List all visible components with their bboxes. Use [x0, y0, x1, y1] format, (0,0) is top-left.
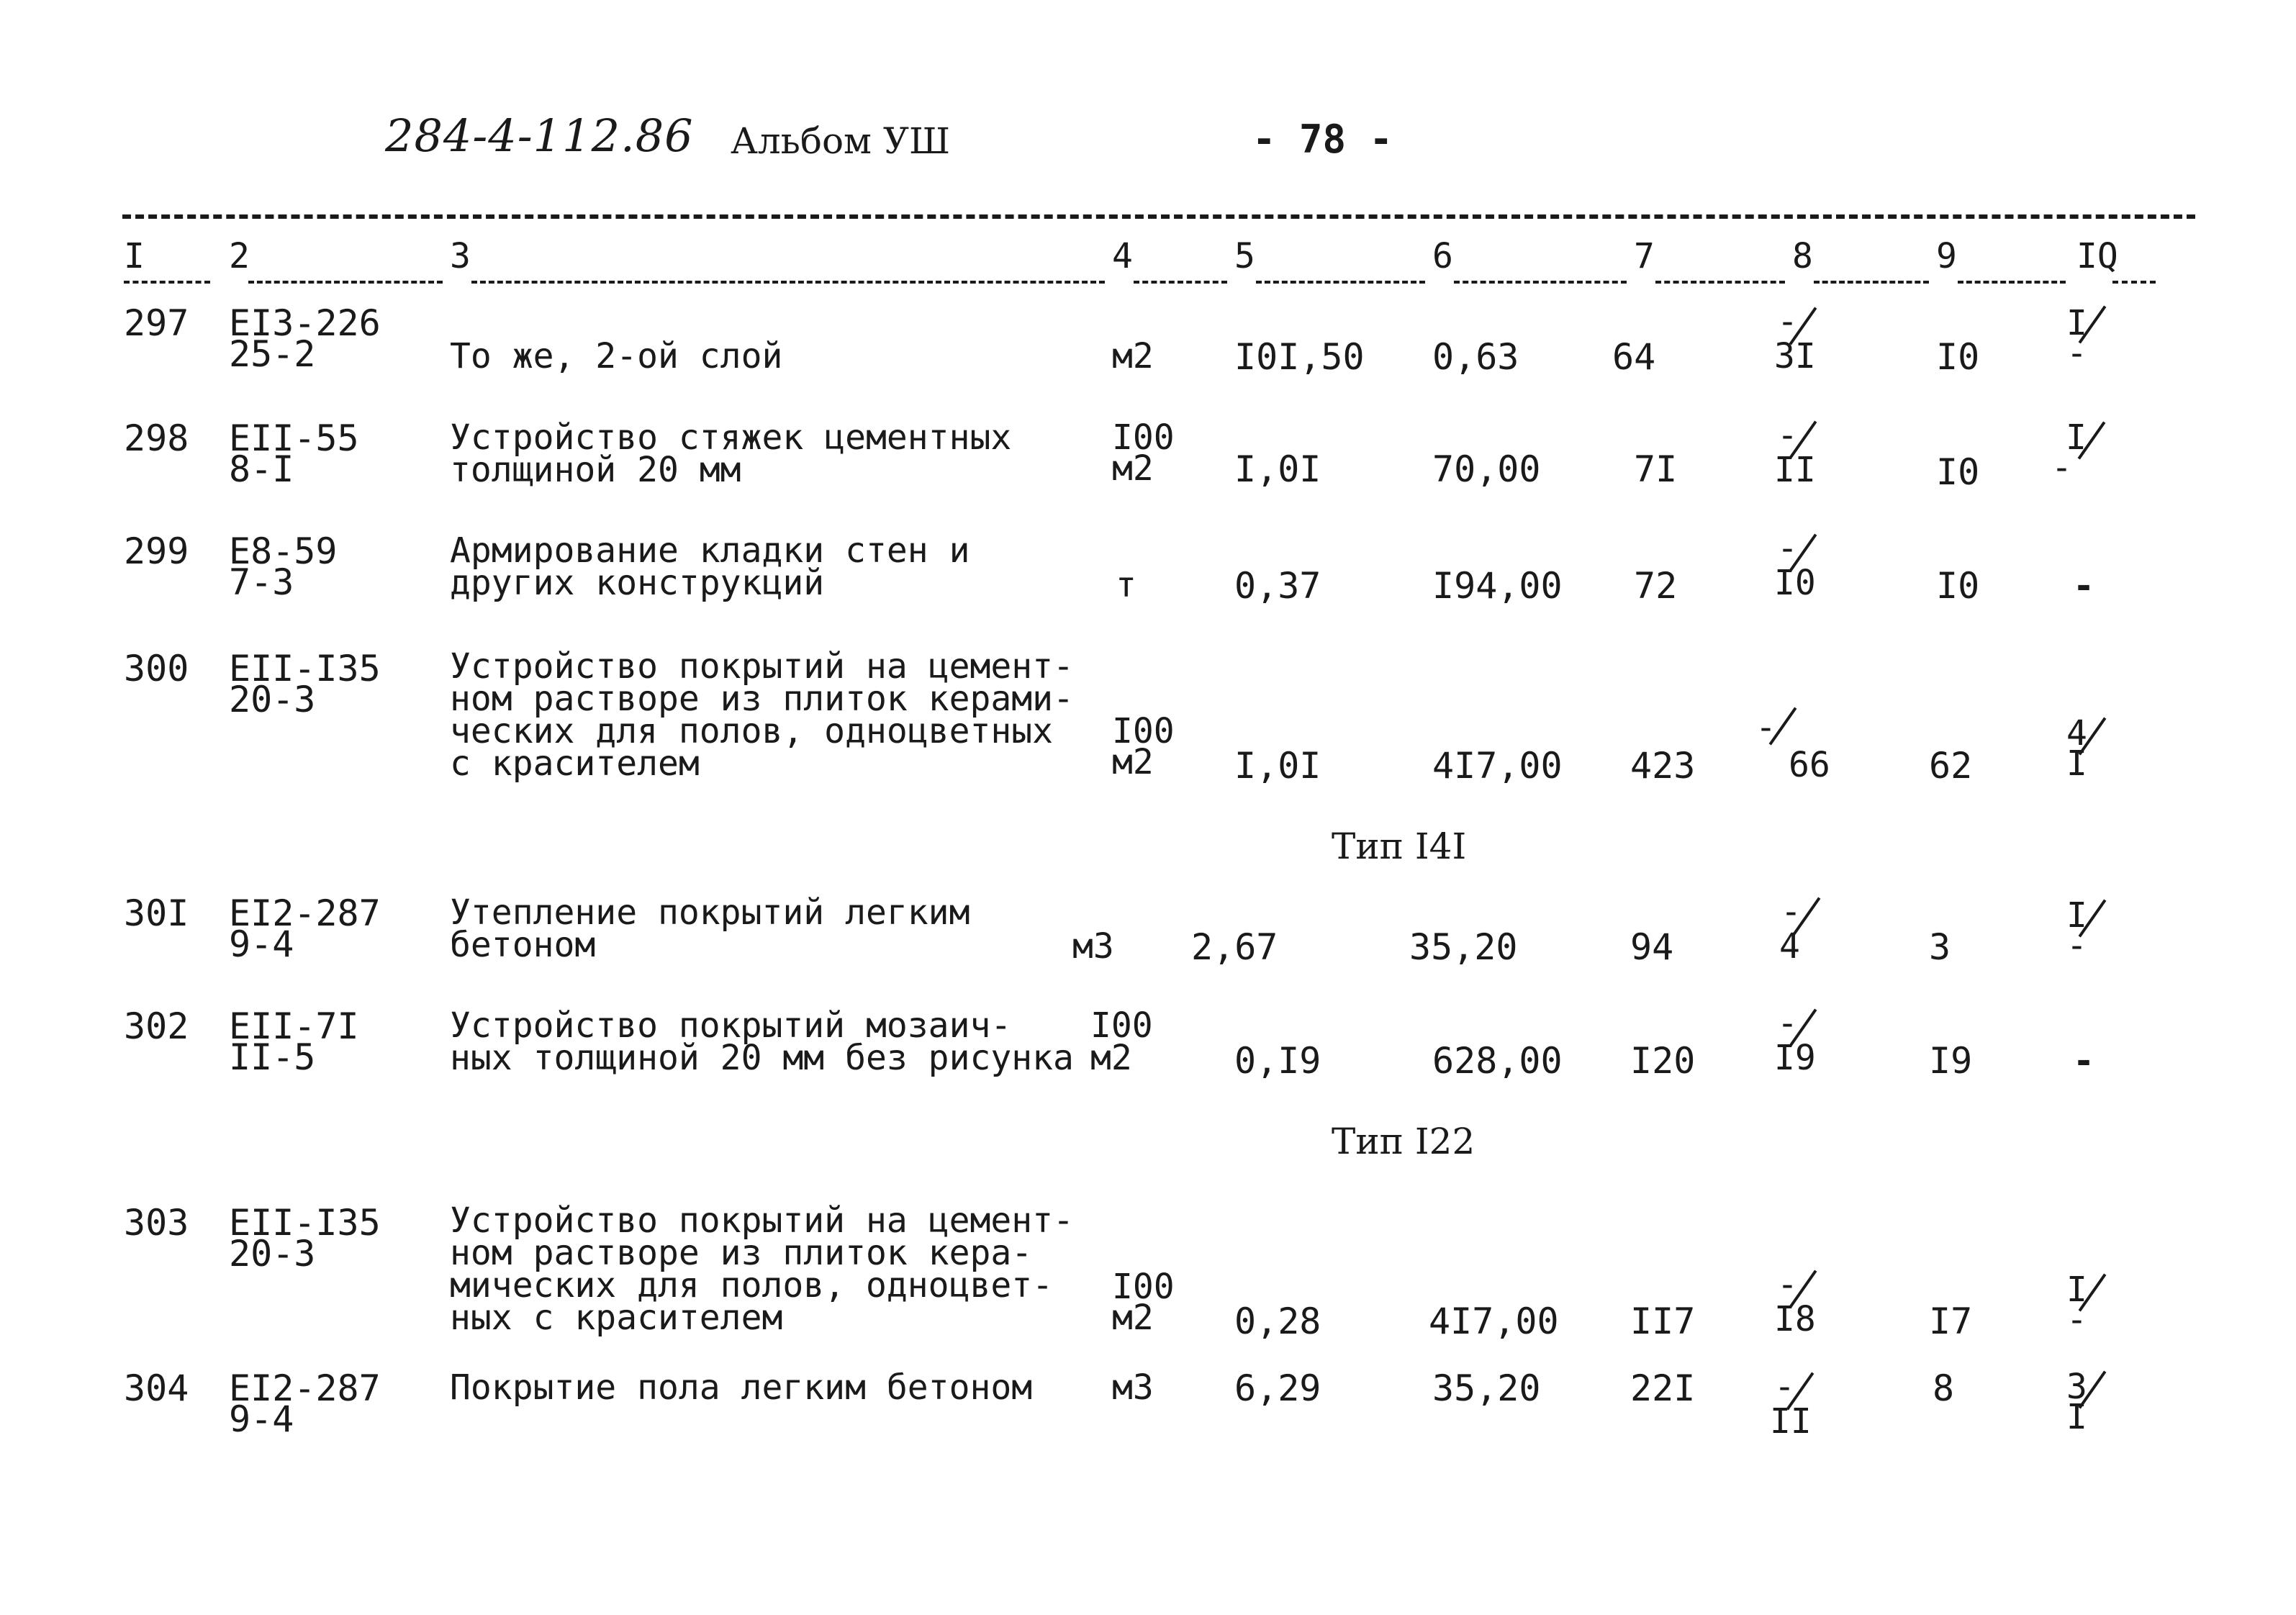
unit-price: I94,00 — [1432, 565, 1563, 607]
col10-fraction: I - — [2062, 302, 2127, 374]
norm-code: EI2-287 — [229, 1367, 381, 1409]
unit: м3 — [1112, 1367, 1154, 1408]
section-heading: Тип I4I — [1332, 825, 1467, 867]
unit-multiplier: I00 — [1112, 1267, 1175, 1307]
work-description: То же, 2-ой слой — [450, 336, 783, 376]
norm-code: EII-I35 — [229, 1202, 381, 1244]
header-rule — [2112, 281, 2156, 284]
norm-subcode: 8-I — [229, 448, 294, 490]
norm-code: EII-55 — [229, 417, 359, 459]
unit: м2 — [1112, 1298, 1154, 1338]
norm-subcode: 20-3 — [229, 679, 316, 720]
row-number: 303 — [124, 1202, 189, 1244]
work-description: ном растворе из плиток керами- — [450, 679, 1074, 719]
col10-value: - — [2073, 565, 2095, 607]
work-description: Покрытие пола легким бетоном — [450, 1367, 1033, 1408]
col9-value: I7 — [1929, 1300, 1973, 1342]
col8-fraction: - I0 — [1774, 528, 1816, 603]
total-cost: 22I — [1630, 1367, 1696, 1409]
norm-code: EII-I35 — [229, 648, 381, 689]
document-code: 284-4-112.86 — [385, 109, 694, 162]
work-description: Устройство покрытий на цемент- — [450, 1200, 1074, 1241]
total-cost: 64 — [1612, 336, 1656, 378]
norm-subcode: 25-2 — [229, 333, 316, 375]
row-number: 299 — [124, 530, 189, 572]
work-description: ных с красителем — [450, 1298, 783, 1338]
work-description: мических для полов, одноцвет- — [450, 1265, 1054, 1306]
row-number: 297 — [124, 302, 189, 344]
unit-multiplier: I00 — [1090, 1005, 1153, 1046]
unit: м2 — [1112, 742, 1154, 782]
unit: м2 — [1090, 1038, 1132, 1078]
col9-value: 8 — [1933, 1367, 1955, 1409]
work-description: Устройство стяжек цементных — [450, 417, 1012, 458]
total-cost: I20 — [1630, 1040, 1696, 1082]
work-description: Армирование кладки стен и — [450, 530, 970, 571]
col-header-7: 7 — [1634, 236, 1655, 276]
header-rule — [124, 281, 210, 284]
col8-fraction: - 66 — [1755, 707, 1830, 785]
work-description: ных толщиной 20 мм без рисунка — [450, 1038, 1074, 1078]
norm-subcode: 20-3 — [229, 1233, 316, 1275]
unit-multiplier: I00 — [1112, 417, 1175, 458]
section-heading: Тип I22 — [1332, 1121, 1475, 1162]
quantity: 0,28 — [1234, 1300, 1321, 1342]
total-cost: 423 — [1630, 745, 1696, 787]
row-number: 300 — [124, 648, 189, 689]
unit-price: 628,00 — [1432, 1040, 1563, 1082]
norm-subcode: 9-4 — [229, 1398, 294, 1440]
col-header-3: 3 — [450, 236, 471, 276]
unit-multiplier: I00 — [1112, 711, 1175, 751]
unit-price: 4I7,00 — [1429, 1300, 1559, 1342]
col8-fraction: - 4 — [1778, 892, 1843, 964]
quantity: 6,29 — [1234, 1367, 1321, 1409]
quantity: 0,37 — [1234, 565, 1321, 607]
col10-fraction: I - — [2062, 896, 2127, 968]
quantity: I0I,50 — [1234, 336, 1365, 378]
header-rule — [1256, 281, 1425, 284]
unit-price: 70,00 — [1432, 448, 1541, 490]
quantity: 0,I9 — [1234, 1040, 1321, 1082]
col8-fraction: - I9 — [1774, 1003, 1816, 1078]
col9-value: 62 — [1929, 745, 1973, 787]
col-header-6: 6 — [1432, 236, 1453, 276]
unit-price: 35,20 — [1409, 926, 1518, 968]
unit: м2 — [1112, 336, 1154, 376]
col-header-4: 4 — [1112, 236, 1133, 276]
top-dashed-rule — [122, 214, 2195, 219]
unit: м2 — [1112, 448, 1154, 489]
col8-fraction: - II — [1774, 415, 1816, 490]
col10-fraction: I - — [2062, 1270, 2127, 1342]
norm-subcode: 9-4 — [229, 923, 294, 965]
work-description: Устройство покрытий на цемент- — [450, 646, 1074, 687]
col9-value: I0 — [1936, 336, 1980, 378]
col10-value: - — [2073, 1040, 2095, 1082]
total-cost: II7 — [1630, 1300, 1696, 1342]
col9-value: I0 — [1936, 451, 1980, 493]
total-cost: 72 — [1634, 565, 1678, 607]
row-number: 302 — [124, 1005, 189, 1047]
norm-code: E8-59 — [229, 530, 338, 572]
unit: т — [1116, 565, 1136, 605]
col-header-10: IQ — [2076, 236, 2118, 276]
total-cost: 94 — [1630, 926, 1674, 968]
quantity: 2,67 — [1191, 926, 1278, 968]
col-header-8: 8 — [1792, 236, 1813, 276]
col-header-9: 9 — [1936, 236, 1957, 276]
norm-code: EI2-287 — [229, 892, 381, 934]
total-cost: 7I — [1634, 448, 1678, 490]
header-rule — [1655, 281, 1785, 284]
unit-price: 4I7,00 — [1432, 745, 1563, 787]
work-description: Устройство покрытий мозаич- — [450, 1005, 1012, 1046]
quantity: I,0I — [1234, 745, 1321, 787]
col8-fraction: - II — [1767, 1367, 1832, 1439]
header-rule — [1814, 281, 1929, 284]
header-rule — [1134, 281, 1227, 284]
unit-price: 35,20 — [1432, 1367, 1541, 1409]
unit: м3 — [1072, 926, 1114, 967]
quantity: I,0I — [1234, 448, 1321, 490]
header-rule — [248, 281, 443, 284]
album-title: Альбом УШ — [731, 120, 951, 162]
col9-value: 3 — [1929, 926, 1951, 968]
col8-fraction: - I8 — [1774, 1265, 1816, 1339]
header-rule — [471, 281, 1105, 284]
norm-code: EII-7I — [229, 1005, 359, 1047]
page-number: - 78 - — [1252, 117, 1393, 162]
unit-price: 0,63 — [1432, 336, 1519, 378]
col-header-1: I — [124, 236, 145, 276]
header-rule — [1958, 281, 2066, 284]
col10-fraction: I - — [2051, 421, 2116, 493]
row-number: 298 — [124, 417, 189, 459]
row-number: 30I — [124, 892, 189, 934]
col-header-2: 2 — [229, 236, 250, 276]
norm-code: EI3-226 — [229, 302, 381, 344]
col-header-5: 5 — [1234, 236, 1255, 276]
work-description: с красителем — [450, 743, 700, 784]
col9-value: I0 — [1936, 565, 1980, 607]
work-description: ном растворе из плиток кера- — [450, 1233, 1033, 1273]
col9-value: I9 — [1929, 1040, 1973, 1082]
row-number: 304 — [124, 1367, 189, 1409]
work-description: ческих для полов, одноцветных — [450, 711, 1054, 751]
work-description: других конструкций — [450, 563, 825, 603]
norm-subcode: 7-3 — [229, 561, 294, 603]
col10-fraction: 3 I — [2062, 1367, 2127, 1439]
work-description: бетоном — [450, 925, 596, 965]
header-rule — [1454, 281, 1627, 284]
work-description: Утепление покрытий легким — [450, 892, 970, 933]
norm-subcode: II-5 — [229, 1036, 316, 1078]
col10-fraction: 4 I — [2062, 714, 2127, 786]
work-description: толщиной 20 мм — [450, 450, 741, 490]
col8-fraction: - 3I — [1774, 302, 1816, 376]
